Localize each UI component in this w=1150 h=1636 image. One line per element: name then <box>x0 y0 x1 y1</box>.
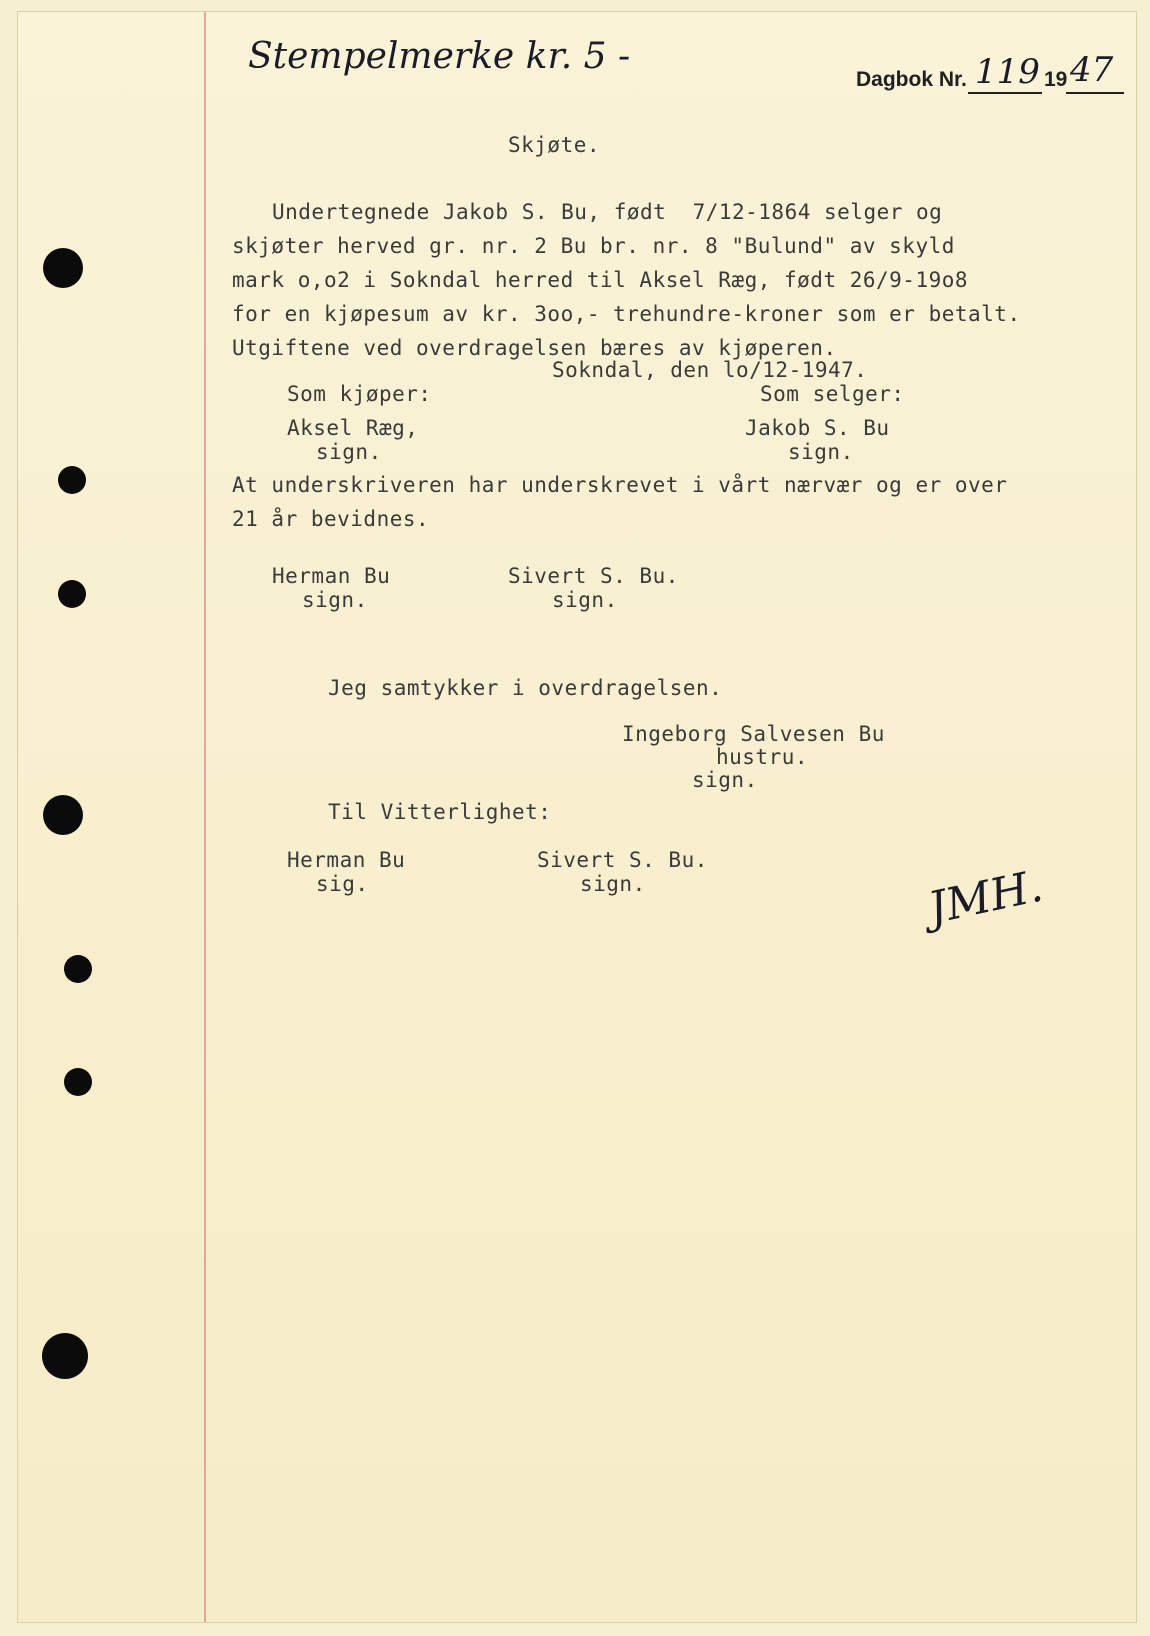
punch-hole <box>43 248 83 288</box>
margin-line <box>204 12 206 1622</box>
buyer-label: Som kjøper: <box>287 382 432 406</box>
place-date: Sokndal, den lo/12-1947. <box>552 358 868 382</box>
consent-sign: sign. <box>692 768 758 792</box>
body-line: mark o,o2 i Sokndal herred til Aksel Ræg, født 26/9-19o8 <box>232 268 969 292</box>
seller-label: Som selger: <box>760 382 905 406</box>
body-line: skjøter herved gr. nr. 2 Bu br. nr. 8 "Bulund" av skyld <box>232 234 955 258</box>
vitterlighet-witness1-name: Herman Bu <box>287 848 406 872</box>
dagbok-label: Dagbok Nr. <box>856 68 967 91</box>
consent-name: Ingeborg Salvesen Bu <box>622 722 885 746</box>
consent-role: hustru. <box>716 745 809 769</box>
dagbok-number-underline <box>968 92 1042 94</box>
witness2-name: Sivert S. Bu. <box>508 564 679 588</box>
vitterlighet-witness2-sign: sign. <box>580 872 646 896</box>
consent-statement: Jeg samtykker i overdragelsen. <box>328 676 723 700</box>
body-line: for en kjøpesum av kr. 3oo,- trehundre-kroner som er betalt. <box>232 302 1021 326</box>
handwritten-initials: JMH. <box>923 860 1048 935</box>
witness-statement-line: 21 år bevidnes. <box>232 507 430 531</box>
dagbok-number: 119 <box>975 52 1040 92</box>
punch-hole <box>43 795 83 835</box>
year-prefix: 19 <box>1044 68 1068 91</box>
witness1-name: Herman Bu <box>272 564 391 588</box>
body-line: Utgiftene ved overdragelsen bæres av kjøperen. <box>232 336 837 360</box>
witness1-sign: sign. <box>302 588 368 612</box>
witness2-sign: sign. <box>552 588 618 612</box>
punch-hole <box>58 580 86 608</box>
punch-hole <box>64 955 92 983</box>
seller-sign: sign. <box>788 440 854 464</box>
witness-statement-line: At underskriveren har underskrevet i vårt nærvær og er over <box>232 473 1008 497</box>
punch-hole <box>64 1068 92 1096</box>
body-line: Undertegnede Jakob S. Bu, født 7/12-1864 selger og <box>272 200 943 224</box>
vitterlighet-witness2-name: Sivert S. Bu. <box>537 848 708 872</box>
buyer-name: Aksel Ræg, <box>287 416 419 440</box>
vitterlighet-witness1-sign: sig. <box>316 872 369 896</box>
seller-name: Jakob S. Bu <box>745 416 890 440</box>
handwritten-stamp-note: Stempelmerke kr. 5 - <box>248 36 631 77</box>
year-underline <box>1066 92 1124 94</box>
document-title: Skjøte. <box>508 133 601 157</box>
punch-hole <box>58 466 86 494</box>
vitterlighet-label: Til Vitterlighet: <box>328 800 552 824</box>
buyer-sign: sign. <box>316 440 382 464</box>
punch-hole <box>42 1333 88 1379</box>
year-suffix: 47 <box>1070 50 1114 90</box>
